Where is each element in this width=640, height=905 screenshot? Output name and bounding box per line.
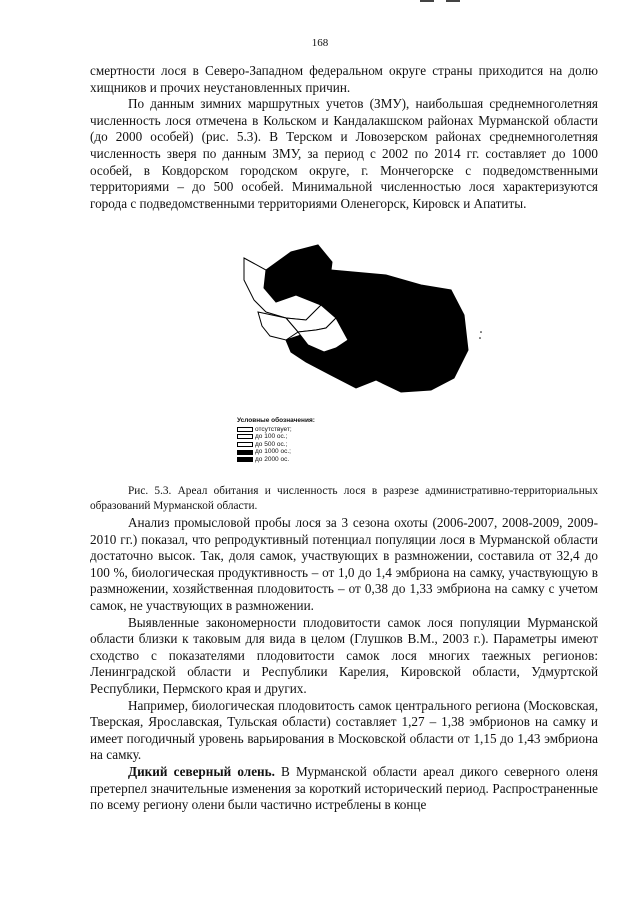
page-number: 168	[311, 37, 329, 49]
legend-item	[237, 441, 315, 449]
paragraph-3: Анализ промысловой пробы лося за 3 сезона охоты (2006-2007, 2008-2009, 2009-2010 гг.) показал, что репродуктивный потенциал популяции лося в Мурманской области достаточно высок. Так, доля самок, участвующих в размножении, составила от 32,4 до 100 %, биологическая продуктивность – от 1,0 до 1,4 эмбриона на самку, участвующую в размножении, хозяйственная плодовитость – от 0,38 до 1,33 эмбриона на самку с учетом самок, не участвующих в размножении.	[90, 515, 598, 613]
map-legend	[237, 417, 315, 464]
legend-label: до 100 ос.;	[255, 433, 288, 441]
legend-swatch	[237, 457, 253, 462]
scan-mark	[446, 0, 460, 2]
legend-label: до 2000 ос.	[255, 455, 290, 463]
figure-caption: Рис. 5.3. Ареал обитания и численность лося в разрезе административно-территориальных образований Мурманской области.	[90, 485, 598, 512]
legend-swatch	[237, 427, 253, 432]
legend-item	[237, 456, 315, 464]
legend-label: отсутствует;	[255, 425, 292, 433]
legend-title: Условные обозначения:	[237, 417, 315, 424]
text-block-top	[90, 63, 598, 212]
legend-swatch	[237, 450, 253, 455]
section-heading-reindeer: Дикий северный олень.	[128, 763, 275, 779]
paragraph-1: смертности лося в Северо-Западном федеральном округе страны приходится на долю хищников и прочих неустановленных причин.	[90, 63, 598, 95]
legend-item	[237, 448, 315, 456]
scan-mark	[420, 0, 434, 2]
legend-label: до 1000 ос.;	[255, 448, 291, 456]
paragraph-6-text: В Мурманской области ареал дикого северного оленя претерпел значительные изменения за короткий исторический период. Распространенные по всему региону олени были частично истреблены в конце	[90, 763, 598, 813]
paragraph-4: Выявленные закономерности плодовитости самок лося популяции Мурманской области близки к таковым для вида в целом (Глушков В.М., 2003 г.). Параметры имеют сходство с показателями плодовитости самок лося многих таежных регионов: Ленинградской области и Республики Карелия, Кировской области, Удмуртской Республики, Пермского края и других.	[90, 614, 598, 696]
legend-item	[237, 433, 315, 441]
text-block-bottom	[90, 515, 598, 814]
paragraph-2: По данным зимних маршрутных учетов (ЗМУ), наибольшая среднемноголетняя численность лося отмечена в Кольском и Кандалакшском районах Мурманской области (до 2000 особей) (рис. 5.3). В Терском и Ловозерском районах среднемноголетняя численность зверя по данным ЗМУ, за период с 2002 по 2014 гг. составляет до 1000 особей, в Ковдорском городском округе, г. Мончегорске с подведомственными территориями – до 500 особей. Минимальной численностью лося характеризуются города с подведомственными территориями Оленегорск, Кировск и Апатиты.	[90, 96, 598, 211]
legend-swatch	[237, 434, 253, 439]
legend-label: до 500 ос.;	[255, 440, 288, 448]
legend-swatch	[237, 442, 253, 447]
paragraph-5: Например, биологическая плодовитость самок центрального региона (Московская, Тверская, Ярославская, Тульская области) составляет 1,27 – 1,38 эмбрионов на самку и имеет погодичный уровень варьирования в Московской области от 1,15 до 1,43 эмбриона на самку.	[90, 697, 598, 763]
paragraph-6	[90, 764, 598, 814]
legend-item	[237, 426, 315, 434]
murmansk-map	[236, 240, 486, 420]
